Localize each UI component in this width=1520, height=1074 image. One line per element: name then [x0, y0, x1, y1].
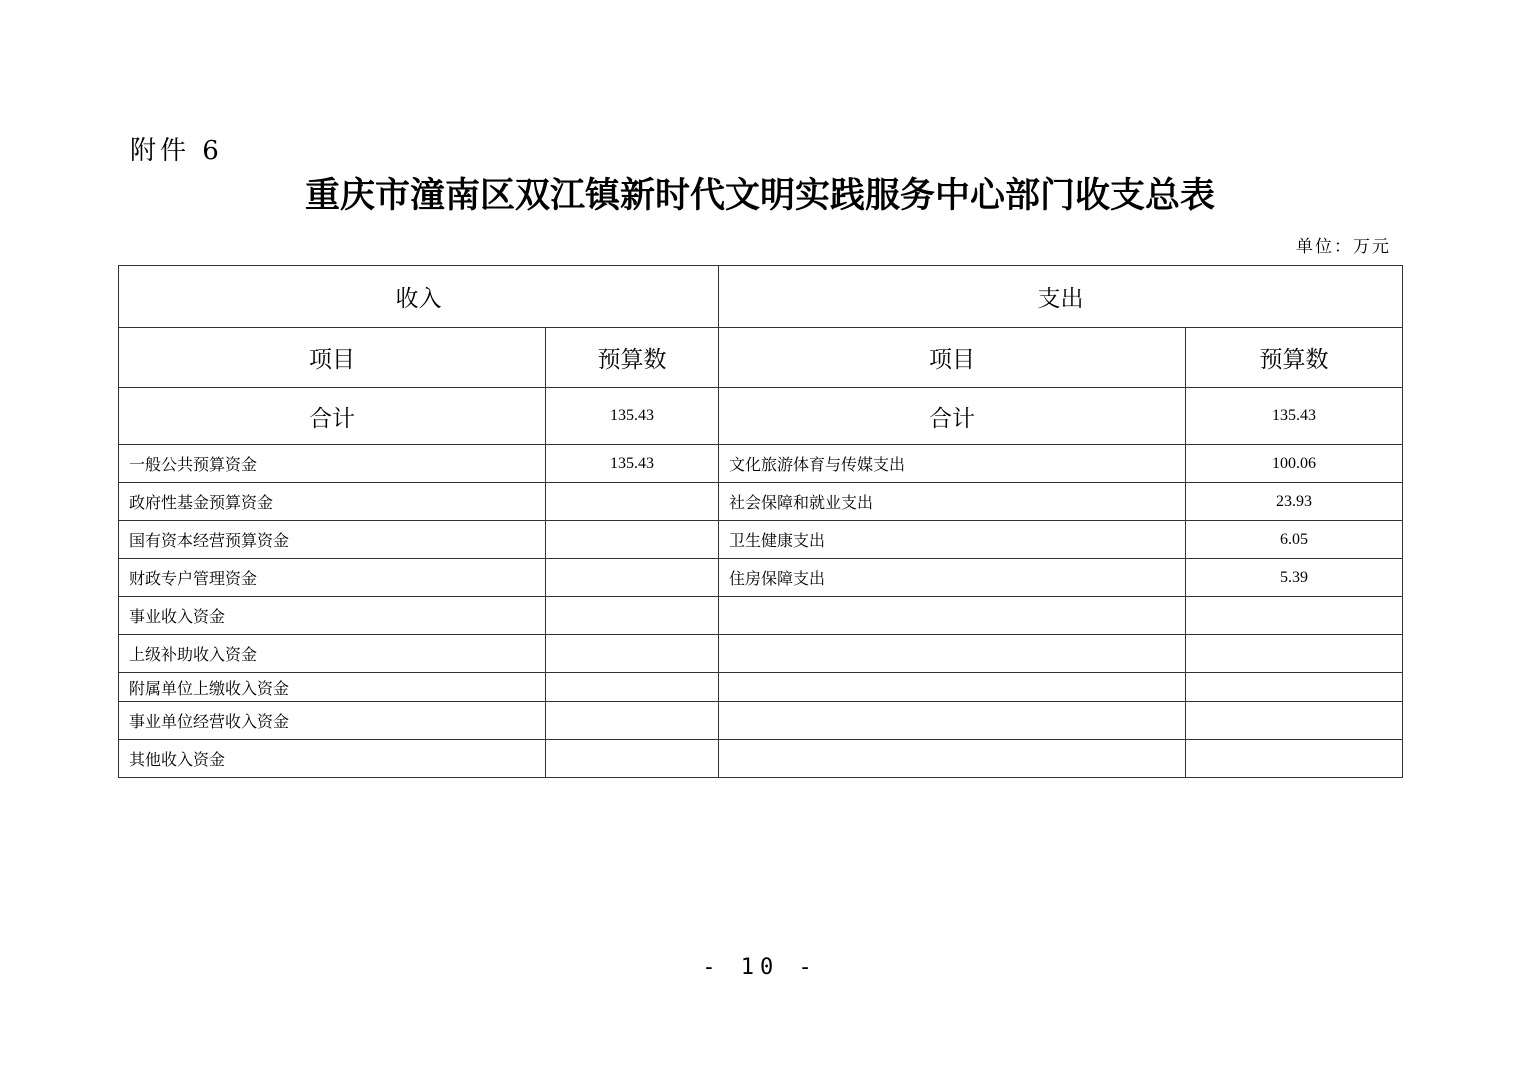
- attachment-label: 附件 6: [130, 136, 223, 166]
- unit-label: 单位：万元: [1296, 237, 1391, 257]
- income-value: [546, 702, 719, 740]
- table-row: [119, 559, 1403, 597]
- section-header-row: [119, 266, 1403, 328]
- income-total-value: 135.43: [546, 388, 719, 445]
- income-item: 附属单位上缴收入资金: [119, 673, 546, 702]
- expense-item: 卫生健康支出: [719, 521, 1186, 559]
- table-row: [119, 635, 1403, 673]
- expense-value: [1186, 702, 1403, 740]
- expense-item: [719, 635, 1186, 673]
- income-value: [546, 740, 719, 778]
- income-item: 国有资本经营预算资金: [119, 521, 546, 559]
- expense-item: 社会保障和就业支出: [719, 483, 1186, 521]
- expense-header: 支出: [719, 266, 1403, 328]
- income-item: 事业收入资金: [119, 597, 546, 635]
- expense-item: [719, 702, 1186, 740]
- page-number: - 10 -: [702, 955, 818, 980]
- expense-item: 住房保障支出: [719, 559, 1186, 597]
- table-row: [119, 483, 1403, 521]
- expense-item-column-header: 项目: [719, 328, 1186, 388]
- expense-value: 100.06: [1186, 445, 1403, 483]
- expense-total-label: 合计: [719, 388, 1186, 445]
- expense-value: [1186, 597, 1403, 635]
- table-row: [119, 521, 1403, 559]
- income-total-label: 合计: [119, 388, 546, 445]
- expense-value: 23.93: [1186, 483, 1403, 521]
- expense-total-value: 135.43: [1186, 388, 1403, 445]
- total-row: [119, 388, 1403, 445]
- table-row: [119, 445, 1403, 483]
- income-value: [546, 673, 719, 702]
- document-title: 重庆市潼南区双江镇新时代文明实践服务中心部门收支总表: [304, 175, 1215, 216]
- income-item: 其他收入资金: [119, 740, 546, 778]
- expense-value: [1186, 673, 1403, 702]
- expense-value: [1186, 740, 1403, 778]
- income-item: 事业单位经营收入资金: [119, 702, 546, 740]
- column-header-row: [119, 328, 1403, 388]
- income-value: [546, 483, 719, 521]
- income-budget-column-header: 预算数: [546, 328, 719, 388]
- income-value: [546, 635, 719, 673]
- income-item: 政府性基金预算资金: [119, 483, 546, 521]
- expense-item: [719, 597, 1186, 635]
- table-row: [119, 702, 1403, 740]
- income-item: 一般公共预算资金: [119, 445, 546, 483]
- expense-item: [719, 673, 1186, 702]
- income-value: [546, 597, 719, 635]
- income-header: 收入: [119, 266, 719, 328]
- expense-budget-column-header: 预算数: [1186, 328, 1403, 388]
- income-item: 上级补助收入资金: [119, 635, 546, 673]
- budget-table: [118, 265, 1403, 778]
- income-item: 财政专户管理资金: [119, 559, 546, 597]
- income-item-column-header: 项目: [119, 328, 546, 388]
- expense-item: [719, 740, 1186, 778]
- table-row: [119, 597, 1403, 635]
- expense-value: [1186, 635, 1403, 673]
- expense-value: 6.05: [1186, 521, 1403, 559]
- table-row: [119, 673, 1403, 702]
- income-value: [546, 559, 719, 597]
- income-value: [546, 521, 719, 559]
- expense-value: 5.39: [1186, 559, 1403, 597]
- income-value: 135.43: [546, 445, 719, 483]
- expense-item: 文化旅游体育与传媒支出: [719, 445, 1186, 483]
- table-row: [119, 740, 1403, 778]
